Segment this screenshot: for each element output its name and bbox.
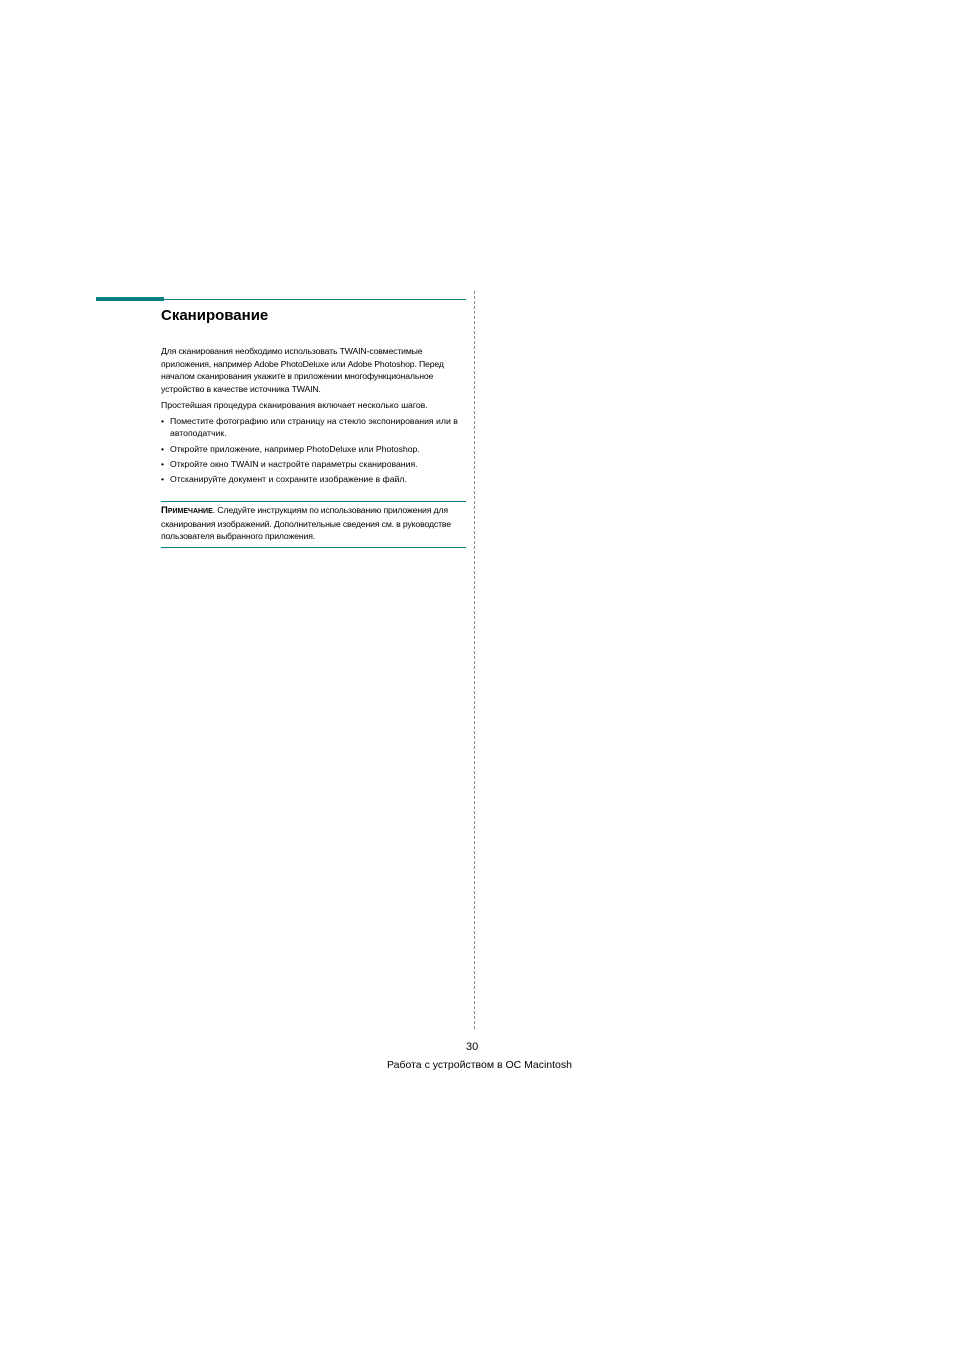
column-divider bbox=[474, 291, 475, 1029]
heading-rule bbox=[164, 299, 466, 300]
bullet: • bbox=[161, 458, 165, 469]
note-text: . Следуйте инструкциям по использованию приложения для сканирования изображений. Дополнительные сведения см. в руководстве пользователя выбранного приложения. bbox=[161, 504, 451, 542]
page-number: 30 bbox=[466, 1041, 479, 1053]
list-item bbox=[161, 443, 466, 456]
note-box bbox=[161, 501, 466, 548]
main-content bbox=[161, 306, 466, 548]
page-title: Сканирование bbox=[161, 307, 269, 324]
bullet: • bbox=[161, 415, 165, 426]
bullet: • bbox=[161, 443, 165, 454]
list-item bbox=[161, 458, 466, 471]
step-text: Отсканируйте документ и сохраните изображение в файл. bbox=[170, 474, 407, 485]
intro-paragraph: Для сканирования необходимо использовать TWAIN-совместимые приложения, например Adobe PhotoDeluxe или Adobe Photoshop. Перед началом сканирования укажите в приложении многофункциональное устройство в качестве источника TWAIN. bbox=[161, 346, 444, 395]
note-label: Примечание bbox=[161, 504, 213, 516]
procedure-lead: Простейшая процедура сканирования включает несколько шагов. bbox=[161, 399, 428, 410]
steps-list bbox=[161, 415, 466, 486]
step-text: Откройте окно TWAIN и настройте параметры сканирования. bbox=[170, 458, 418, 469]
list-item bbox=[161, 415, 466, 440]
footer-chapter-title: Работа с устройством в ОС Macintosh bbox=[387, 1059, 572, 1071]
heading-accent-bar bbox=[96, 297, 164, 301]
list-item bbox=[161, 473, 466, 486]
bullet: • bbox=[161, 474, 165, 485]
step-text: Откройте приложение, например PhotoDeluxe или Photoshop. bbox=[170, 443, 420, 454]
step-text: Поместите фотографию или страницу на стекло экспонирования или в автоподатчик. bbox=[170, 415, 458, 439]
